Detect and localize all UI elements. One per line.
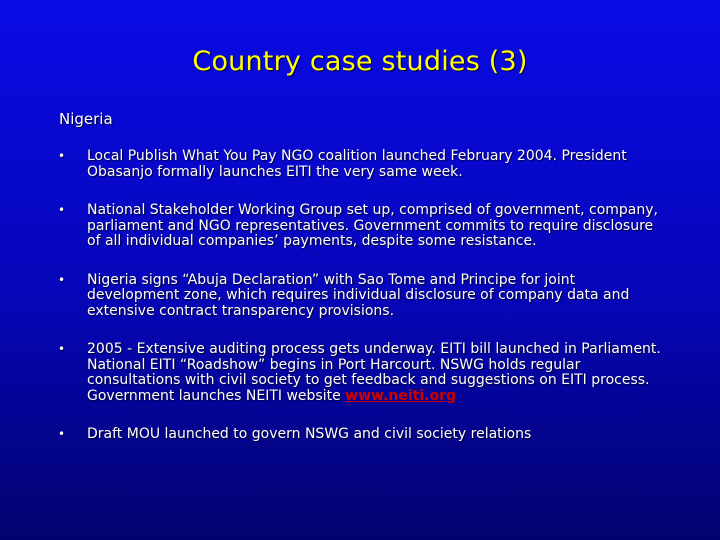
bullet-item [56, 342, 666, 404]
neiti-website-link[interactable]: www.neiti.org [345, 387, 457, 404]
bullet-dot-icon: • [58, 272, 66, 287]
bullet-dot-icon: • [58, 149, 66, 163]
bullet-dot-icon: • [58, 203, 66, 217]
bullet-dot-icon: • [58, 342, 66, 356]
bullet-list [56, 149, 666, 443]
bullet-item [56, 273, 666, 320]
bullet-text: Local Publish What You Pay NGO coalition launched February 2004. President Obasanjo formally launches EITI the very same week. [87, 148, 627, 180]
bullet-text: Nigeria signs “Abuja Declaration” with Sao Tome and Principe for joint development zone, which requires individual disclosure of company data and extensive contract transparency provisions. [87, 271, 630, 319]
bullet-text: 2005 - Extensive auditing process gets underway. EITI bill launched in Parliament. National EITI “Roadshow” begins in Port Harcourt. NSWG holds regular consultations with civil society to get feedback and suggestions on EITI process. Government launches NEITI website [87, 341, 661, 404]
bullet-dot-icon: • [58, 427, 66, 441]
bullet-text: Draft MOU launched to govern NSWG and civil society relations [87, 426, 532, 442]
slide-title: Country case studies (3) [192, 46, 528, 77]
section-label: Nigeria [59, 110, 113, 128]
bullet-text: National Stakeholder Working Group set up, comprised of government, company, parliament and NGO representatives. Government commits to require disclosure of all individual companies’ payments, despite some resistance. [87, 202, 658, 249]
bullet-item [56, 427, 666, 443]
bullet-item [56, 203, 666, 250]
bullet-item [56, 149, 666, 180]
